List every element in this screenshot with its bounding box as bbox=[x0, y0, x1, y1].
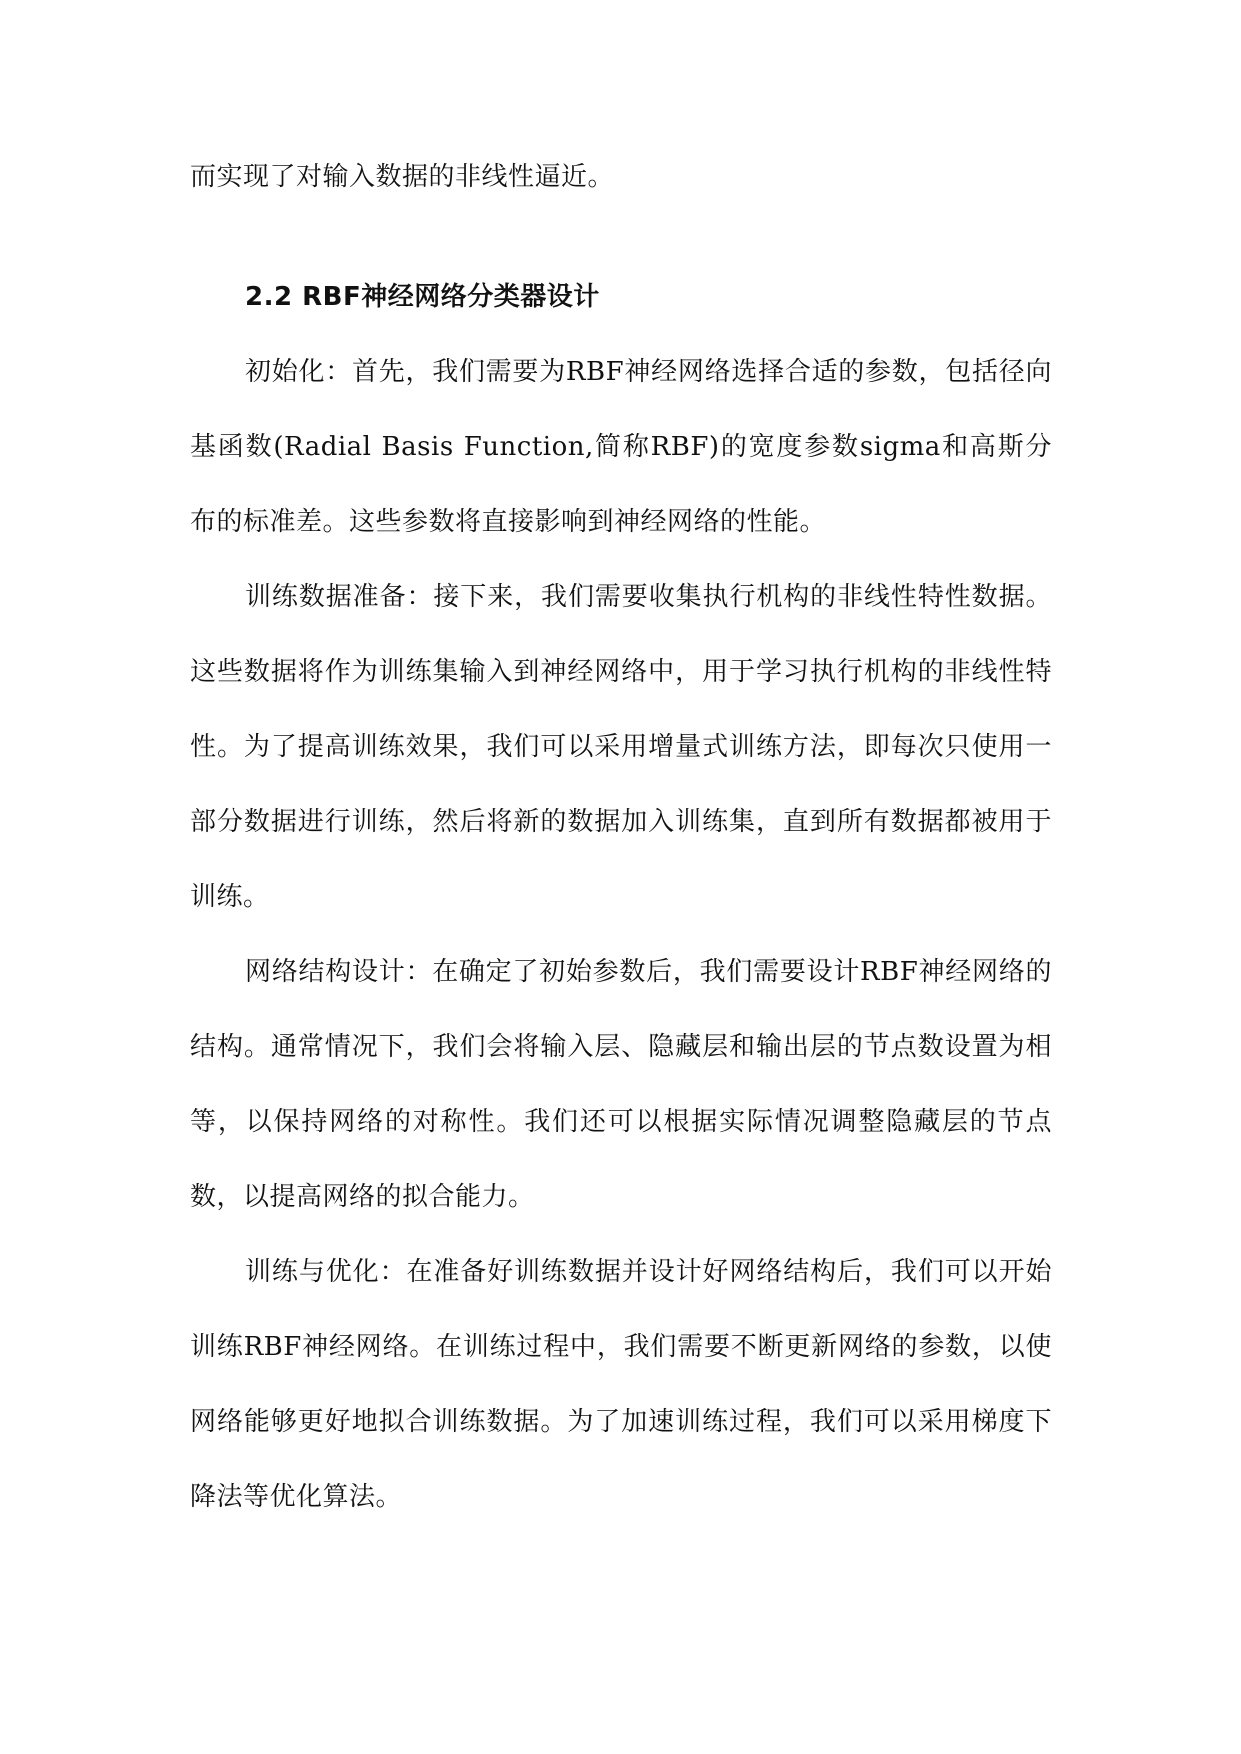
paragraph-initialization: 初始化：首先，我们需要为RBF神经网络选择合适的参数，包括径向基函数(Radial Basis Function,简称RBF)的宽度参数sigma和高斯分布的标准差。这些参数将直接影响到神经网络的性能。 bbox=[190, 357, 1052, 537]
section-heading: 2.2 RBF神经网络分类器设计 bbox=[245, 282, 600, 312]
paragraph-network-structure: 网络结构设计：在确定了初始参数后，我们需要设计RBF神经网络的结构。通常情况下，我们会将输入层、隐藏层和输出层的节点数设置为相等，以保持网络的对称性。我们还可以根据实际情况调整隐藏层的节点数，以提高网络的拟合能力。 bbox=[190, 957, 1052, 1212]
paragraph-training-data: 训练数据准备：接下来，我们需要收集执行机构的非线性特性数据。这些数据将作为训练集输入到神经网络中，用于学习执行机构的非线性特性。为了提高训练效果，我们可以采用增量式训练方法，即每次只使用一部分数据进行训练，然后将新的数据加入训练集，直到所有数据都被用于训练。 bbox=[190, 582, 1052, 912]
paragraph-training-optimization: 训练与优化：在准备好训练数据并设计好网络结构后，我们可以开始训练RBF神经网络。在训练过程中，我们需要不断更新网络的参数，以使网络能够更好地拟合训练数据。为了加速训练过程，我们可以采用梯度下降法等优化算法。 bbox=[190, 1257, 1052, 1512]
document-body bbox=[190, 140, 1052, 1535]
continuation-text: 而实现了对输入数据的非线性逼近。 bbox=[190, 162, 615, 192]
